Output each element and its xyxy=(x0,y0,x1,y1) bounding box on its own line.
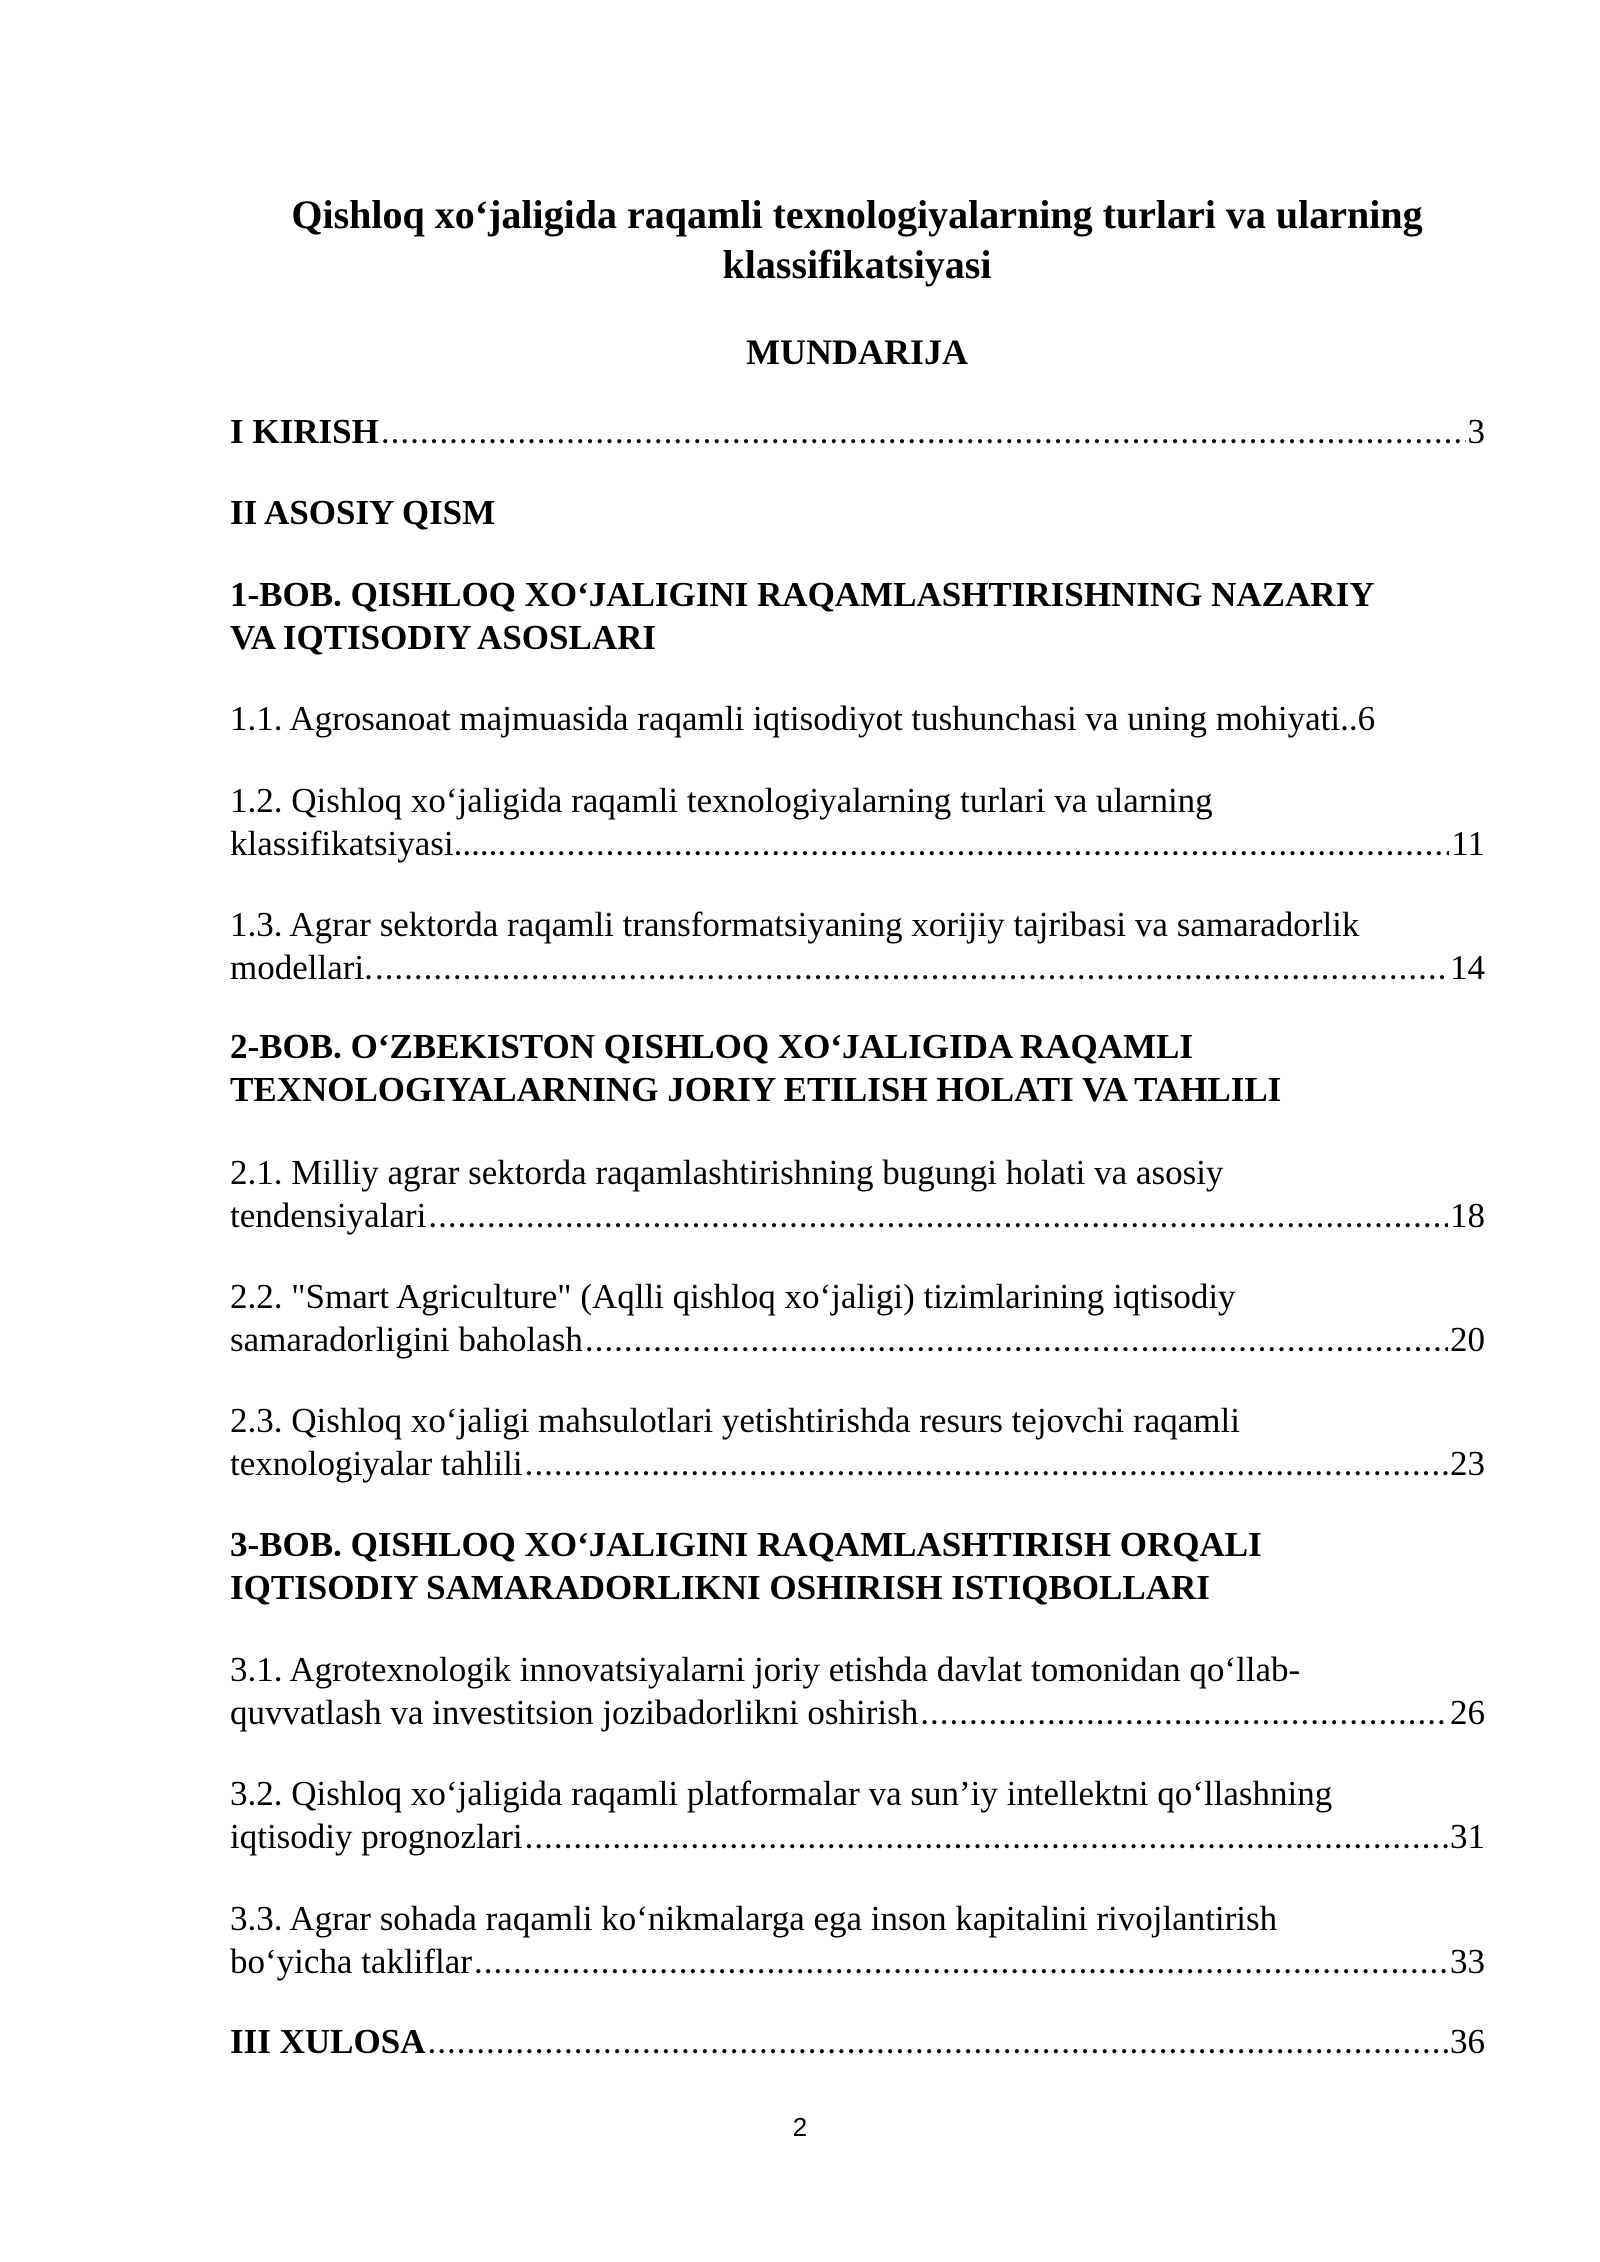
toc-section-3-1[interactable] xyxy=(230,1648,1485,1734)
toc-section-1-2[interactable] xyxy=(230,779,1485,865)
toc-section-2-1[interactable] xyxy=(230,1151,1485,1237)
section-line-2: klassifikatsiyasi...... xyxy=(230,824,507,863)
toc-page-number: 31 xyxy=(1450,1817,1485,1856)
toc-entry-xulosa[interactable] xyxy=(230,2020,1485,2063)
section-line-2: tendensiyalari xyxy=(230,1196,427,1235)
dot-leader xyxy=(427,2020,1448,2063)
page-number: 2 xyxy=(792,2112,808,2142)
chapter-line-2: IQTISODIY SAMARADORLIKNI OSHIRISH ISTIQBOLLARI xyxy=(230,1568,1210,1607)
contents-heading: MUNDARIJA xyxy=(746,332,968,372)
section-line-1: 1.1. Agrosanoat majmuasida raqamli iqtisodiyot tushunchasi va uning mohiyati..6 xyxy=(230,699,1376,738)
toc-chapter-1[interactable] xyxy=(230,573,1485,659)
toc-section-2-3[interactable] xyxy=(230,1399,1485,1485)
chapter-line-1: 3-BOB. QISHLOQ XO‘JALIGINI RAQAMLASHTIRISH ORQALI xyxy=(230,1525,1262,1564)
dot-leader xyxy=(375,946,1448,989)
toc-page-number: 11 xyxy=(1451,824,1485,863)
toc-page-number: 3 xyxy=(1467,412,1485,451)
chapter-line-2: TEXNOLOGIYALARNING JORIY ETILISH HOLATI VA TAHLILI xyxy=(230,1070,1282,1109)
section-line-1: 2.1. Milliy agrar sektorda raqamlashtirishning bugungi holati va asosiy xyxy=(230,1153,1224,1192)
toc-line xyxy=(230,1442,1485,1485)
toc-section-1-3[interactable] xyxy=(230,903,1485,989)
section-line-2: modellari. xyxy=(230,948,373,987)
toc-line xyxy=(230,946,1485,989)
toc-section-3-3[interactable] xyxy=(230,1897,1485,1983)
section-line-2: iqtisodiy prognozlari xyxy=(230,1817,523,1856)
toc-line xyxy=(230,2020,1485,2063)
toc-entry-text: II ASOSIY QISM xyxy=(230,493,496,532)
toc-line xyxy=(230,822,1485,865)
toc-line xyxy=(230,1815,1485,1858)
section-line-1: 1.3. Agrar sektorda raqamli transformatsiyaning xorijiy tajribasi va samaradorlik xyxy=(230,905,1360,944)
section-line-2: texnologiyalar tahlili xyxy=(230,1444,523,1483)
toc-section-3-2[interactable] xyxy=(230,1772,1485,1858)
section-line-2: quvvatlash va investitsion jozibadorlikni oshirish xyxy=(230,1693,919,1732)
section-line-2: bo‘yicha takliflar xyxy=(230,1942,472,1981)
section-line-1: 3.3. Agrar sohada raqamli ko‘nikmalarga ega inson kapitalini rivojlantirish xyxy=(230,1899,1278,1938)
section-line-1: 2.3. Qishloq xo‘jaligi mahsulotlari yetishtirishda resurs tejovchi raqamli xyxy=(230,1401,1240,1440)
dot-leader xyxy=(525,1815,1448,1858)
toc-page-number: 33 xyxy=(1450,1942,1485,1981)
toc-line xyxy=(230,1318,1485,1361)
toc-line xyxy=(230,1691,1485,1734)
toc-chapter-3[interactable] xyxy=(230,1523,1485,1609)
toc-page-number: 23 xyxy=(1450,1444,1485,1483)
title-line-2: klassifikatsiyasi xyxy=(722,242,992,287)
toc-page-number: 36 xyxy=(1450,2022,1485,2061)
toc-page-number: 14 xyxy=(1450,948,1485,987)
toc-line xyxy=(230,1194,1485,1237)
section-line-1: 1.2. Qishloq xo‘jaligida raqamli texnologiyalarning turlari va ularning xyxy=(230,781,1213,820)
title-line-1: Qishloq xo‘jaligida raqamli texnologiyalarning turlari va ularning xyxy=(291,192,1423,237)
dot-leader xyxy=(508,822,1449,865)
toc-line xyxy=(230,410,1485,453)
section-line-2: samaradorligini baholash xyxy=(230,1320,583,1359)
toc-entry-text: III XULOSA xyxy=(230,2022,426,2061)
section-line-1: 2.2. "Smart Agriculture" (Aqlli qishloq xo‘jaligi) tizimlarining iqtisodiy xyxy=(230,1277,1236,1316)
section-line-1: 3.1. Agrotexnologik innovatsiyalarni joriy etishda davlat tomonidan qo‘llab- xyxy=(230,1650,1301,1689)
toc-page-number: 26 xyxy=(1450,1693,1485,1732)
toc-section-1-1[interactable] xyxy=(230,697,1485,740)
toc-line xyxy=(230,1940,1485,1983)
dot-leader xyxy=(428,1194,1448,1237)
chapter-line-2: VA IQTISODIY ASOSLARI xyxy=(230,618,656,657)
toc-entry-asosiy-qism[interactable] xyxy=(230,491,1485,534)
chapter-line-1: 2-BOB. O‘ZBEKISTON QISHLOQ XO‘JALIGIDA RAQAMLI xyxy=(230,1027,1193,1066)
dot-leader xyxy=(525,1442,1448,1485)
dot-leader xyxy=(585,1318,1448,1361)
toc-page-number: 20 xyxy=(1450,1320,1485,1359)
dot-leader xyxy=(381,410,1466,453)
toc-section-2-2[interactable] xyxy=(230,1275,1485,1361)
toc-entry-kirish[interactable] xyxy=(230,410,1485,453)
toc-chapter-2[interactable] xyxy=(230,1025,1485,1111)
toc-page-number: 18 xyxy=(1450,1196,1485,1235)
document-title xyxy=(232,190,1482,290)
dot-leader xyxy=(920,1691,1448,1734)
toc-entry-text: I KIRISH xyxy=(230,412,379,451)
chapter-line-1: 1-BOB. QISHLOQ XO‘JALIGINI RAQAMLASHTIRISHNING NAZARIY xyxy=(230,575,1375,614)
section-line-1: 3.2. Qishloq xo‘jaligida raqamli platformalar va sun’iy intellektni qo‘llashning xyxy=(230,1774,1333,1813)
dot-leader xyxy=(474,1940,1448,1983)
